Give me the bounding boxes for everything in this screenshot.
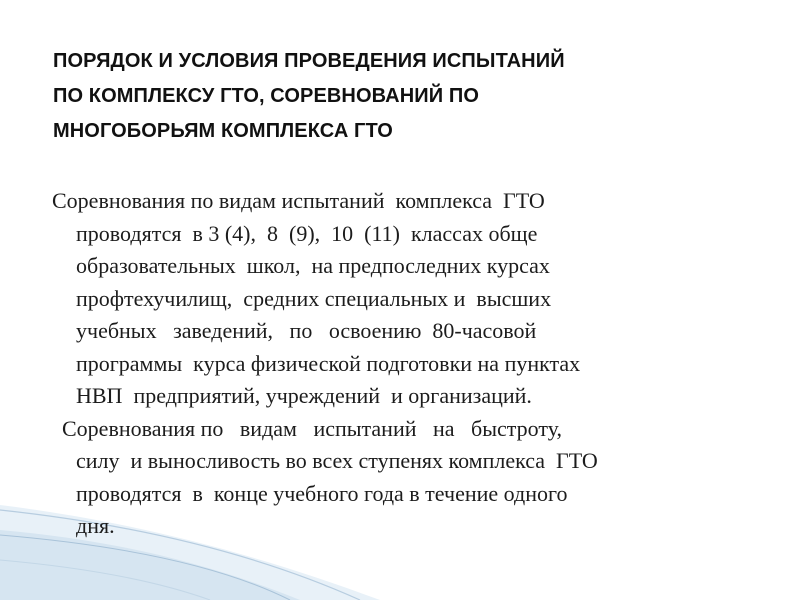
slide-title xyxy=(53,44,773,149)
paragraph-line: программы курса физической подготовки на пунктах xyxy=(76,350,581,376)
paragraph-line: Соревнования по видам испытаний комплекса ГТО xyxy=(52,188,545,213)
title-line: МНОГОБОРЬЯМ КОМПЛЕКСА ГТО xyxy=(53,120,393,142)
paragraph-line: образовательных школ, на предпоследних курсах xyxy=(76,253,550,278)
paragraph-line: учебных заведений, по освоению 80-часовой xyxy=(76,318,537,343)
paragraph-line: профтехучилищ, средних специальных и высших xyxy=(76,285,552,311)
paragraph-line: проводятся в 3 (4), 8 (9), 10 (11) классах обще xyxy=(76,220,538,246)
paragraph-line: Соревнования по видам испытаний на быстроту, xyxy=(62,415,562,441)
paragraph-speed-strength-endurance xyxy=(52,413,752,543)
title-line: ПО КОМПЛЕКСУ ГТО, СОРЕВНОВАНИЙ ПО xyxy=(53,85,480,107)
title-line: ПОРЯДОК И УСЛОВИЯ ПРОВЕДЕНИЯ ИСПЫТАНИЙ xyxy=(53,50,565,72)
paragraph-line: силу и выносливость во всех ступенях комплекса ГТО xyxy=(76,448,598,473)
paragraph-line: дня. xyxy=(76,513,115,538)
paragraph-line: НВП предприятий, учреждений и организаций. xyxy=(76,383,532,408)
paragraph-line: проводятся в конце учебного года в течение одного xyxy=(76,480,568,506)
slide-body xyxy=(52,185,752,543)
paragraph-competitions-schedule xyxy=(52,185,752,413)
